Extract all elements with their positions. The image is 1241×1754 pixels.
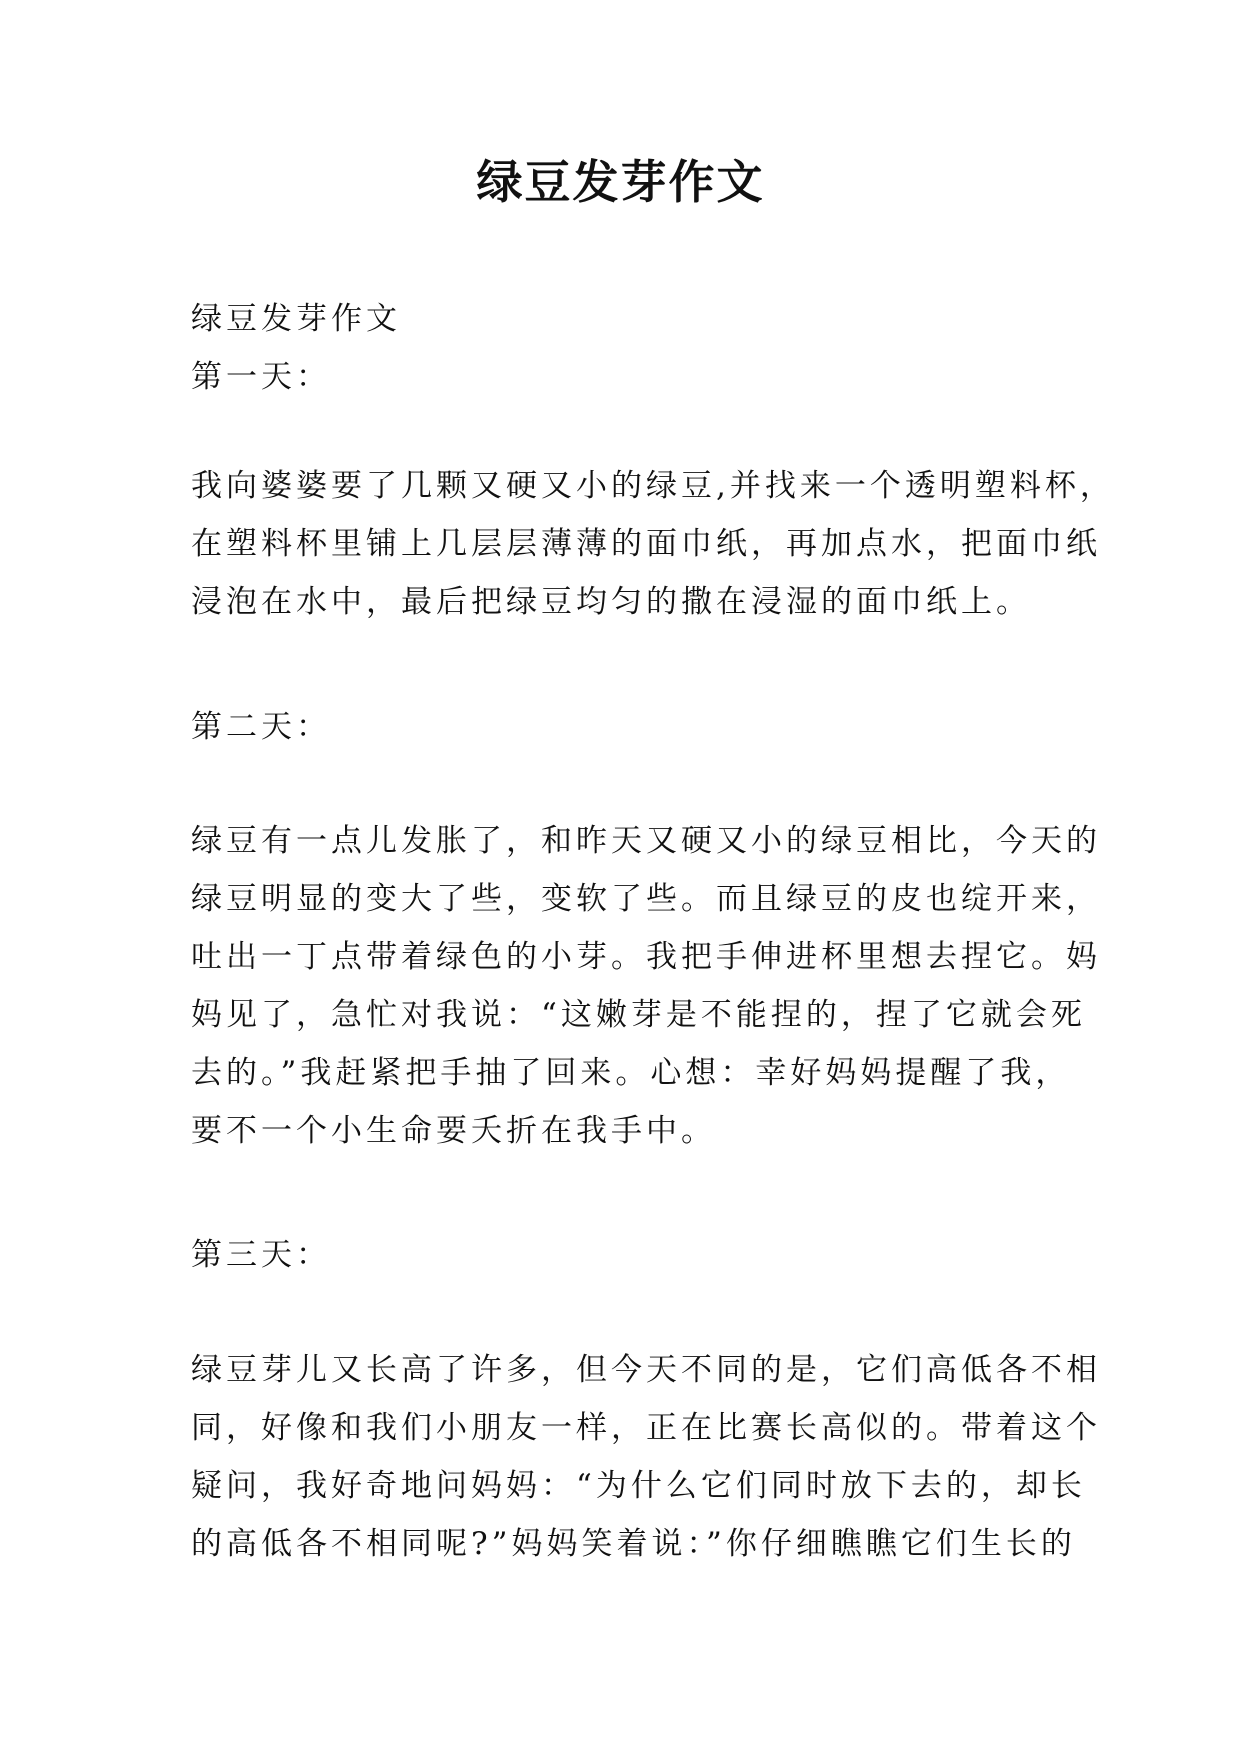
- section-heading-day-3: 第三天：: [191, 1237, 331, 1273]
- subtitle: 绿豆发芽作文: [191, 301, 401, 337]
- paragraph-line: 在塑料杯里铺上几层层薄薄的面巾纸，再加点水，把面巾纸: [191, 526, 1101, 562]
- paragraph-line: 同，好像和我们小朋友一样，正在比赛长高似的。带着这个: [191, 1410, 1101, 1446]
- document-title: 绿豆发芽作文: [476, 155, 765, 209]
- paragraph-line: 吐出一丁点带着绿色的小芽。我把手伸进杯里想去捏它。妈: [191, 939, 1101, 975]
- paragraph-line: 妈见了，急忙对我说：“这嫩芽是不能捏的，捏了它就会死: [191, 997, 1086, 1033]
- paragraph-line: 绿豆有一点儿发胀了，和昨天又硬又小的绿豆相比，今天的: [191, 823, 1101, 859]
- paragraph-line: 的高低各不相同呢?”妈妈笑着说：”你仔细瞧瞧它们生长的: [191, 1526, 1076, 1562]
- paragraph-line: 疑问，我好奇地问妈妈：“为什么它们同时放下去的，却长: [191, 1468, 1086, 1504]
- section-heading-block-day-2: [191, 698, 1071, 756]
- section-paragraph-day-2: [191, 812, 1101, 1160]
- section-heading-day-1: 第一天：: [191, 359, 331, 395]
- paragraph-line: 浸泡在水中，最后把绿豆均匀的撒在浸湿的面巾纸上。: [191, 584, 1031, 620]
- paragraph-line: 绿豆明显的变大了些，变软了些。而且绿豆的皮也绽开来，: [191, 881, 1101, 917]
- paragraph-line: 绿豆芽儿又长高了许多，但今天不同的是，它们高低各不相: [191, 1352, 1101, 1388]
- section-paragraph-day-1: [191, 457, 1115, 631]
- section-heading-block-day-3: [191, 1226, 1071, 1284]
- section-paragraph-day-3: [191, 1341, 1101, 1573]
- paragraph-line: 去的。”我赶紧把手抽了回来。心想：幸好妈妈提醒了我，: [191, 1055, 1071, 1091]
- section-heading-day-2: 第二天：: [191, 709, 331, 745]
- intro-block: [191, 290, 1071, 406]
- paragraph-line: 我向婆婆要了几颗又硬又小的绿豆,并找来一个透明塑料杯，: [191, 468, 1115, 504]
- paragraph-line: 要不一个小生命要夭折在我手中。: [191, 1113, 716, 1149]
